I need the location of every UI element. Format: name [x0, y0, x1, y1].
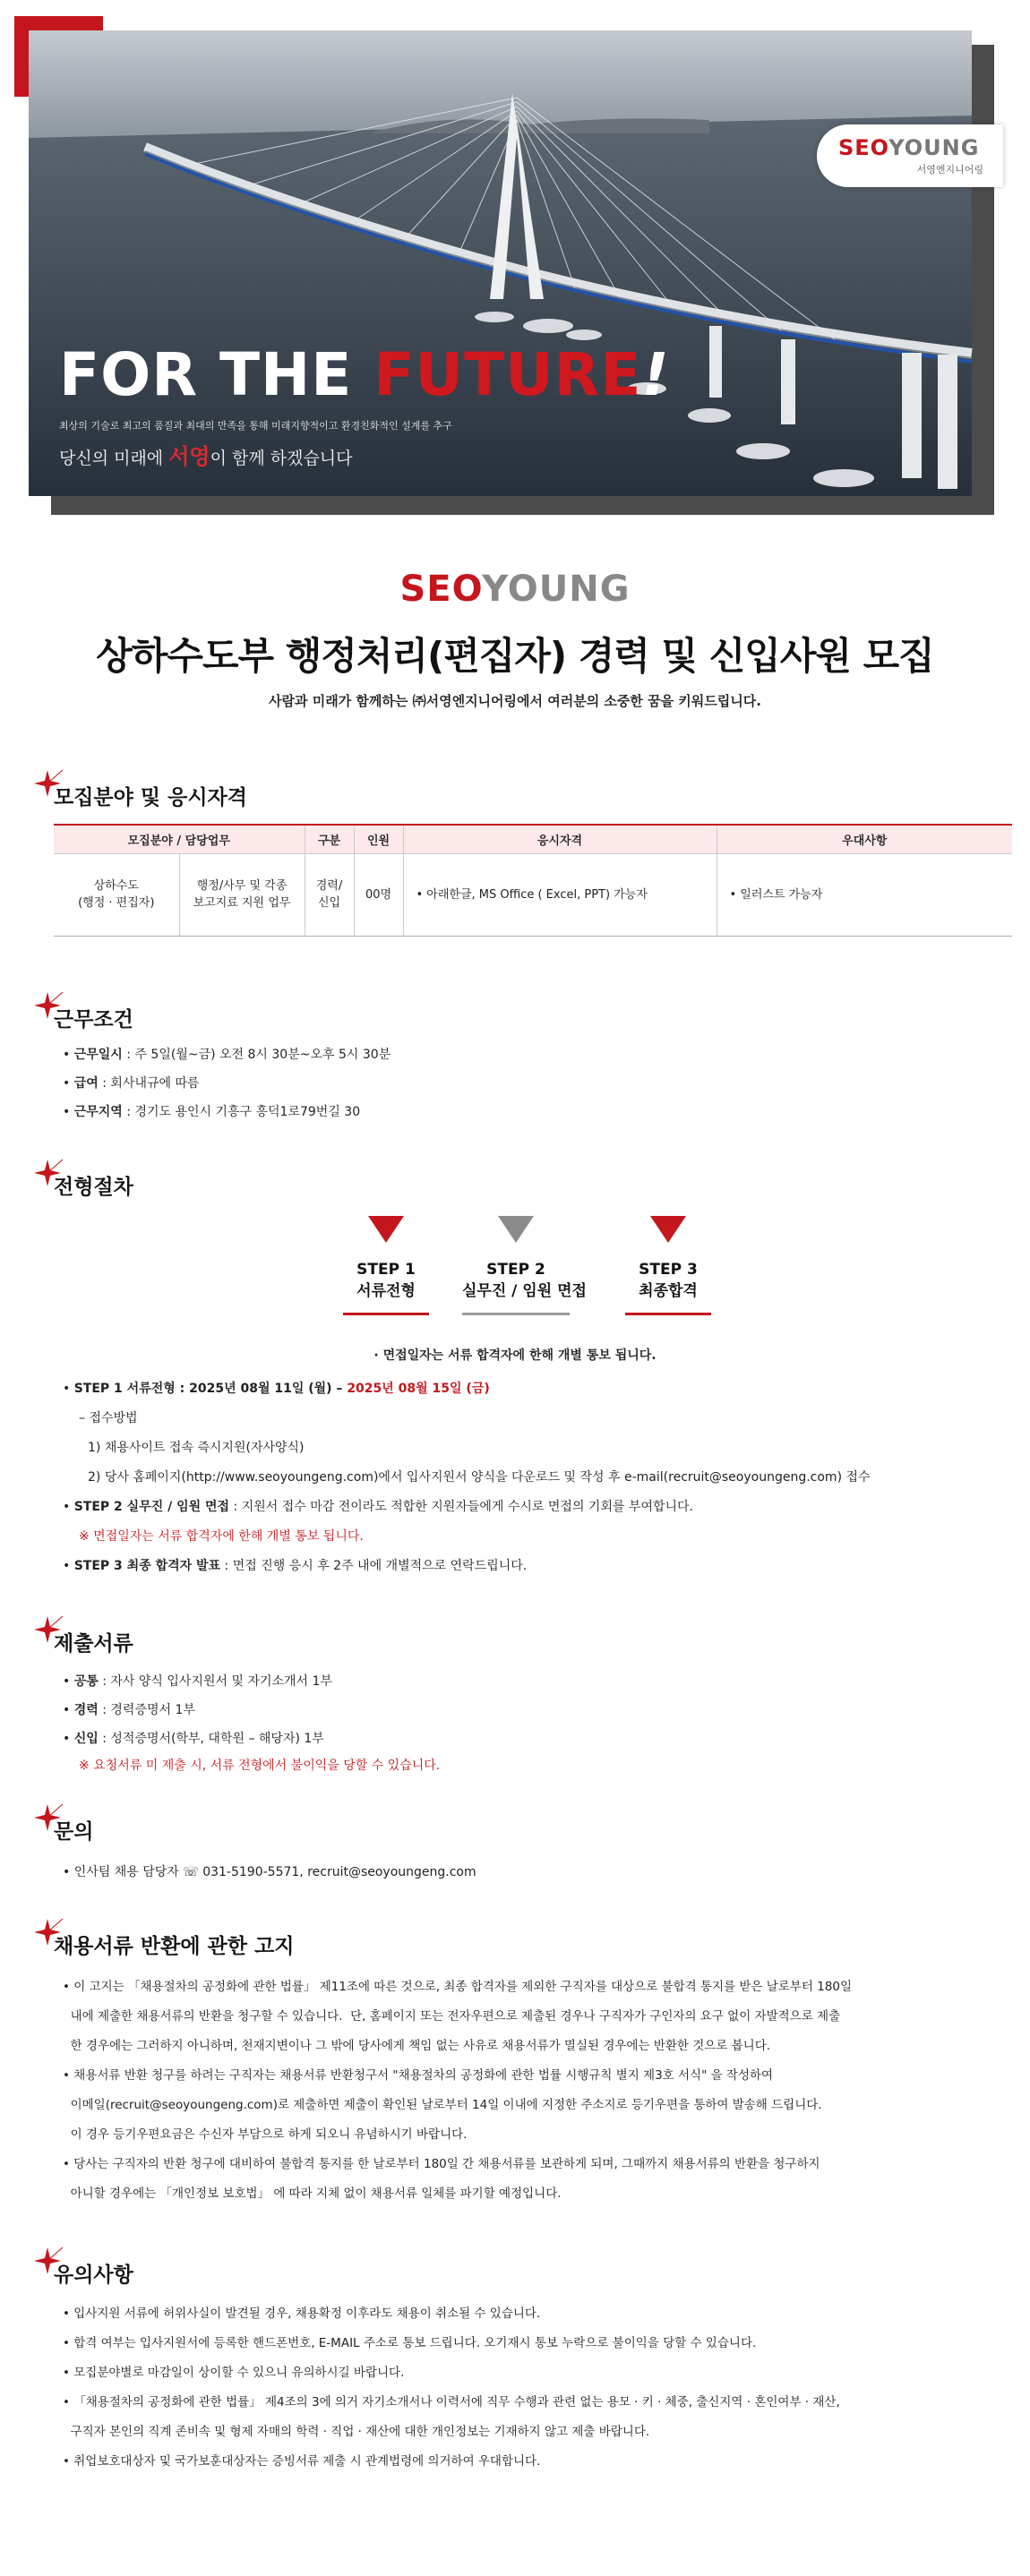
cell-preference: • 일러스트 가능자 [717, 853, 1012, 936]
deadline-text: 2025년 08월 15일 (금) [347, 1382, 490, 1396]
item-text: : 2025년 08월 11일 (월) – [175, 1382, 348, 1396]
item-label: STEP 3 최종 합격자 발표 [73, 1559, 221, 1573]
list-item: 아니할 경우에는 「개인정보 보호법」 에 따라 지체 없이 채용서류 일체를 파기할 예정입니다. [63, 2187, 562, 2201]
hero-title-white: FOR THE [59, 340, 374, 409]
list-item: 내에 제출한 채용서류의 반환을 청구할 수 있습니다. 단, 홈페이지 또는 전자우편으로 제출된 경우나 구직자가 구인자의 요구 없이 자발적으로 제출 [63, 2009, 841, 2024]
brand-red: SEO [399, 569, 483, 610]
list-item: • 근무일시 : 주 5일(월~금) 오전 8시 30분~오후 5시 30분 [63, 1048, 391, 1062]
section-process-title: 전형절차 [54, 1176, 133, 1199]
hero-tagline: 최상의 기술로 최고의 품질과 최대의 만족을 통해 미래지향적이고 환경친화적인 설계를 추구 [59, 420, 452, 432]
interview-note: · 면접일자는 서류 합격자에 한해 개별 통보 됩니다. [373, 1348, 657, 1363]
step-number: STEP 2 [486, 1261, 545, 1279]
section-recruit-title: 모집분야 및 응시자격 [54, 786, 247, 809]
list-item: • 공통 : 자사 양식 입사지원서 및 자기소개서 1부 [63, 1674, 332, 1689]
hero-logo [817, 124, 1003, 187]
list-item: 이메일(recruit@seoyoungeng.com)로 제출하면 제출이 확인된 날로부터 14일 이내에 지정한 주소지로 등기우편을 통하여 발송해 드립니다. [63, 2098, 822, 2112]
list-item: 1) 채용사이트 접속 즉시지원(자사양식) [88, 1441, 305, 1455]
documents-note: ※ 요청서류 미 제출 시, 서류 전형에서 불이익을 당할 수 있습니다. [79, 1759, 441, 1773]
step-underline [462, 1313, 570, 1315]
documents-list [63, 1667, 440, 1778]
item-label: 근무일시 [73, 1048, 123, 1062]
item-label: 근무지역 [73, 1105, 123, 1119]
list-item: • STEP 1 서류전형 : 2025년 08월 11일 (월) – 2025년 08월 15일 (금) [63, 1382, 490, 1396]
step-arrow-icon [498, 1216, 534, 1243]
type-line1: 경력/ [315, 879, 343, 893]
step-name: 최종합격 [639, 1282, 698, 1300]
slogan-post: 이 함께 하겠습니다 [210, 449, 353, 468]
item-text: : 주 5일(월~금) 오전 8시 30분~오후 5시 30분 [122, 1048, 391, 1062]
list-item: 구직자 본인의 직계 존비속 및 형제 자매의 학력 · 직업 · 재산에 대한 개인정보는 기재하지 않고 제출 바랍니다. [63, 2425, 650, 2439]
item-label: 공통 [73, 1674, 99, 1689]
logo-gray: YOUNG [888, 135, 980, 160]
item-text: : 자사 양식 입사지원서 및 자기소개서 1부 [98, 1674, 332, 1689]
item-text: : 면접 진행 응시 후 2주 내에 개별적으로 연락드립니다. [220, 1559, 528, 1573]
cell-count: 00명 [354, 853, 403, 936]
hero-title-red: FUTURE [373, 340, 642, 409]
table-header: 응시자격 [403, 825, 717, 853]
item-label: 급여 [73, 1076, 99, 1091]
contact-list [63, 1858, 476, 1887]
step-number: STEP 3 [639, 1261, 698, 1279]
item-text: : 경기도 용인시 기흥구 흥덕1로79번길 30 [122, 1105, 361, 1119]
table-header-row [54, 825, 1012, 853]
step-underline [343, 1313, 429, 1315]
list-item: ※ 면접일자는 서류 합격자에 한해 개별 통보 됩니다. [79, 1529, 364, 1544]
item-label: STEP 1 서류전형 [73, 1382, 176, 1396]
cell-field [54, 853, 179, 936]
slogan-pre: 당신의 미래에 [59, 449, 169, 468]
step-underline [625, 1313, 711, 1315]
list-item: • STEP 3 최종 합격자 발표 : 면접 진행 응시 후 2주 내에 개별적으로 연락드립니다. [63, 1559, 528, 1573]
item-text: : 성적증명서(학부, 대학원 – 해당자) 1부 [98, 1732, 324, 1746]
item-label: STEP 2 실무진 / 임원 면접 [73, 1500, 230, 1514]
item-label: 경력 [73, 1703, 99, 1717]
list-item: • 신입 : 성적증명서(학부, 대학원 – 해당자) 1부 [63, 1732, 324, 1746]
cell-qualification: • 아래한글, MS Office ( Excel, PPT) 가능자 [403, 853, 717, 936]
hero-banner [0, 0, 1030, 528]
list-item: • 채용서류 반환 청구를 하려는 구직자는 채용서류 반환청구서 "채용절차의 공정화에 관한 법률 시행규칙 별지 제3호 서식" 을 작성하여 [63, 2068, 774, 2083]
list-item: – 접수방법 [79, 1411, 138, 1425]
list-item: • 합격 여부는 입사지원서에 등록한 핸드폰번호, E-MAIL 주소로 통보 드립니다. 오기재시 통보 누락으로 불이익을 당할 수 있습니다. [63, 2336, 757, 2350]
list-item: • 경력 : 경력증명서 1부 [63, 1703, 195, 1717]
list-item: • 근무지역 : 경기도 용인시 기흥구 흥덕1로79번길 30 [63, 1105, 361, 1119]
list-item: • 이 고지는 「채용절차의 공정화에 관한 법률」 제11조에 따른 것으로, 최종 합격자를 제외한 구직자를 대상으로 불합격 통지를 받은 날로부터 180일 [63, 1980, 852, 1994]
field-line2: (행정 · 편집자) [78, 896, 155, 910]
table-header: 우대사항 [717, 825, 1012, 853]
list-item: 2) 당사 홈페이지(http://www.seoyoungeng.com)에서 입사지원서 양식을 다운로드 및 작성 후 e-mail(recruit@seoyoungeng.com) 접수 [88, 1470, 871, 1485]
company-logo [0, 569, 1030, 610]
step-label [625, 1259, 711, 1302]
section-return-title: 채용서류 반환에 관한 고지 [54, 1935, 295, 1958]
list-item: 한 경우에는 그러하지 아니하며, 천재지변이나 그 밖에 당사에게 책임 없는 사유로 채용서류가 멸실된 경우에는 반환한 것으로 봅니다. [63, 2039, 771, 2053]
step-2 [462, 1216, 587, 1315]
item-text: : 경력증명서 1부 [98, 1703, 195, 1717]
list-item: • 당사는 구직자의 반환 청구에 대비하여 불합격 통지를 한 날로부터 180일 간 채용서류를 보관하게 되며, 그때까지 채용서류의 반환을 청구하지 [63, 2157, 820, 2171]
section-notes-title: 유의사항 [54, 2264, 133, 2287]
brand-gray: YOUNG [482, 569, 631, 610]
step-arrow-icon [650, 1216, 686, 1243]
item-label: 신입 [73, 1732, 99, 1746]
step-3 [625, 1216, 711, 1315]
field-line1: 상하수도 [93, 879, 139, 893]
list-item: • 모집분야별로 마감일이 상이할 수 있으니 유의하시길 바랍니다. [63, 2366, 405, 2380]
type-line2: 신입 [317, 896, 341, 910]
slogan-emphasis: 서영 [168, 444, 210, 469]
table-header: 인원 [354, 825, 403, 853]
duty-line1: 행정/사무 및 각종 [196, 879, 288, 893]
notes-list [63, 2299, 840, 2477]
table-header: 모집분야 / 담당업무 [54, 825, 305, 853]
section-documents-title: 제출서류 [54, 1632, 133, 1656]
logo-subtitle: 서영엔지니어링 [916, 164, 983, 175]
item-text: : 지원서 접수 마감 전이라도 적합한 지원자들에게 수시로 면접의 기회를 부여합니다. [229, 1500, 694, 1514]
list-item: • 입사지원 서류에 허위사실이 발견될 경우, 채용확정 이후라도 채용이 취소될 수 있습니다. [63, 2306, 541, 2321]
return-list [63, 1973, 852, 2209]
conditions-list [63, 1040, 391, 1126]
list-item: • STEP 2 실무진 / 임원 면접 : 지원서 접수 마감 전이라도 적합한 지원자들에게 수시로 면접의 기회를 부여합니다. [63, 1500, 694, 1514]
list-item: • 취업보호대상자 및 국가보훈대상자는 증빙서류 제출 시 관계법령에 의거하여 우대합니다. [63, 2454, 541, 2469]
step-name: 실무진 / 임원 면접 [462, 1282, 587, 1300]
cell-type [305, 853, 354, 936]
cell-duty [179, 853, 305, 936]
hero-slogan [59, 439, 353, 470]
section-conditions-title: 근무조건 [54, 1008, 133, 1031]
step-1 [343, 1216, 429, 1315]
table-row [54, 853, 1012, 936]
step-number: STEP 1 [356, 1261, 416, 1279]
page-subtitle: 사람과 미래가 함께하는 ㈜서영엔지니어링에서 여러분의 소중한 꿈을 키워드립니다. [269, 693, 761, 709]
recruit-table [54, 824, 1012, 937]
step-label [343, 1259, 429, 1302]
list-item: • 급여 : 회사내규에 따름 [63, 1076, 200, 1091]
section-contact-title: 문의 [54, 1820, 94, 1844]
table-header: 구분 [305, 825, 354, 853]
process-list [63, 1374, 871, 1581]
step-arrow-icon [368, 1216, 404, 1243]
list-item: • 「채용절차의 공정화에 관한 법률」 제4조의 3에 의거 자기소개서나 이력서에 직무 수행과 관련 없는 용모 · 키 · 체중, 출신지역 · 혼인여부 · 재산, [63, 2395, 840, 2409]
duty-line2: 보고지료 지원 업무 [193, 896, 291, 910]
hero-title [59, 340, 670, 409]
logo-red: SEO [838, 135, 889, 160]
step-label [462, 1259, 587, 1302]
item-text: : 회사내규에 따름 [98, 1076, 200, 1091]
hero-title-exclamation: ! [641, 340, 670, 409]
page-title: 상하수도부 행정처리(편집자) 경력 및 신입사원 모집 [96, 634, 934, 678]
contact-line: • 인사팀 채용 담당자 ☏ 031-5190-5571, recruit@seoyoungeng.com [63, 1865, 476, 1879]
step-name: 서류전형 [356, 1282, 416, 1300]
list-item: 이 경우 등기우편요금은 수신자 부담으로 하게 되오니 유념하시기 바랍니다. [63, 2127, 468, 2142]
